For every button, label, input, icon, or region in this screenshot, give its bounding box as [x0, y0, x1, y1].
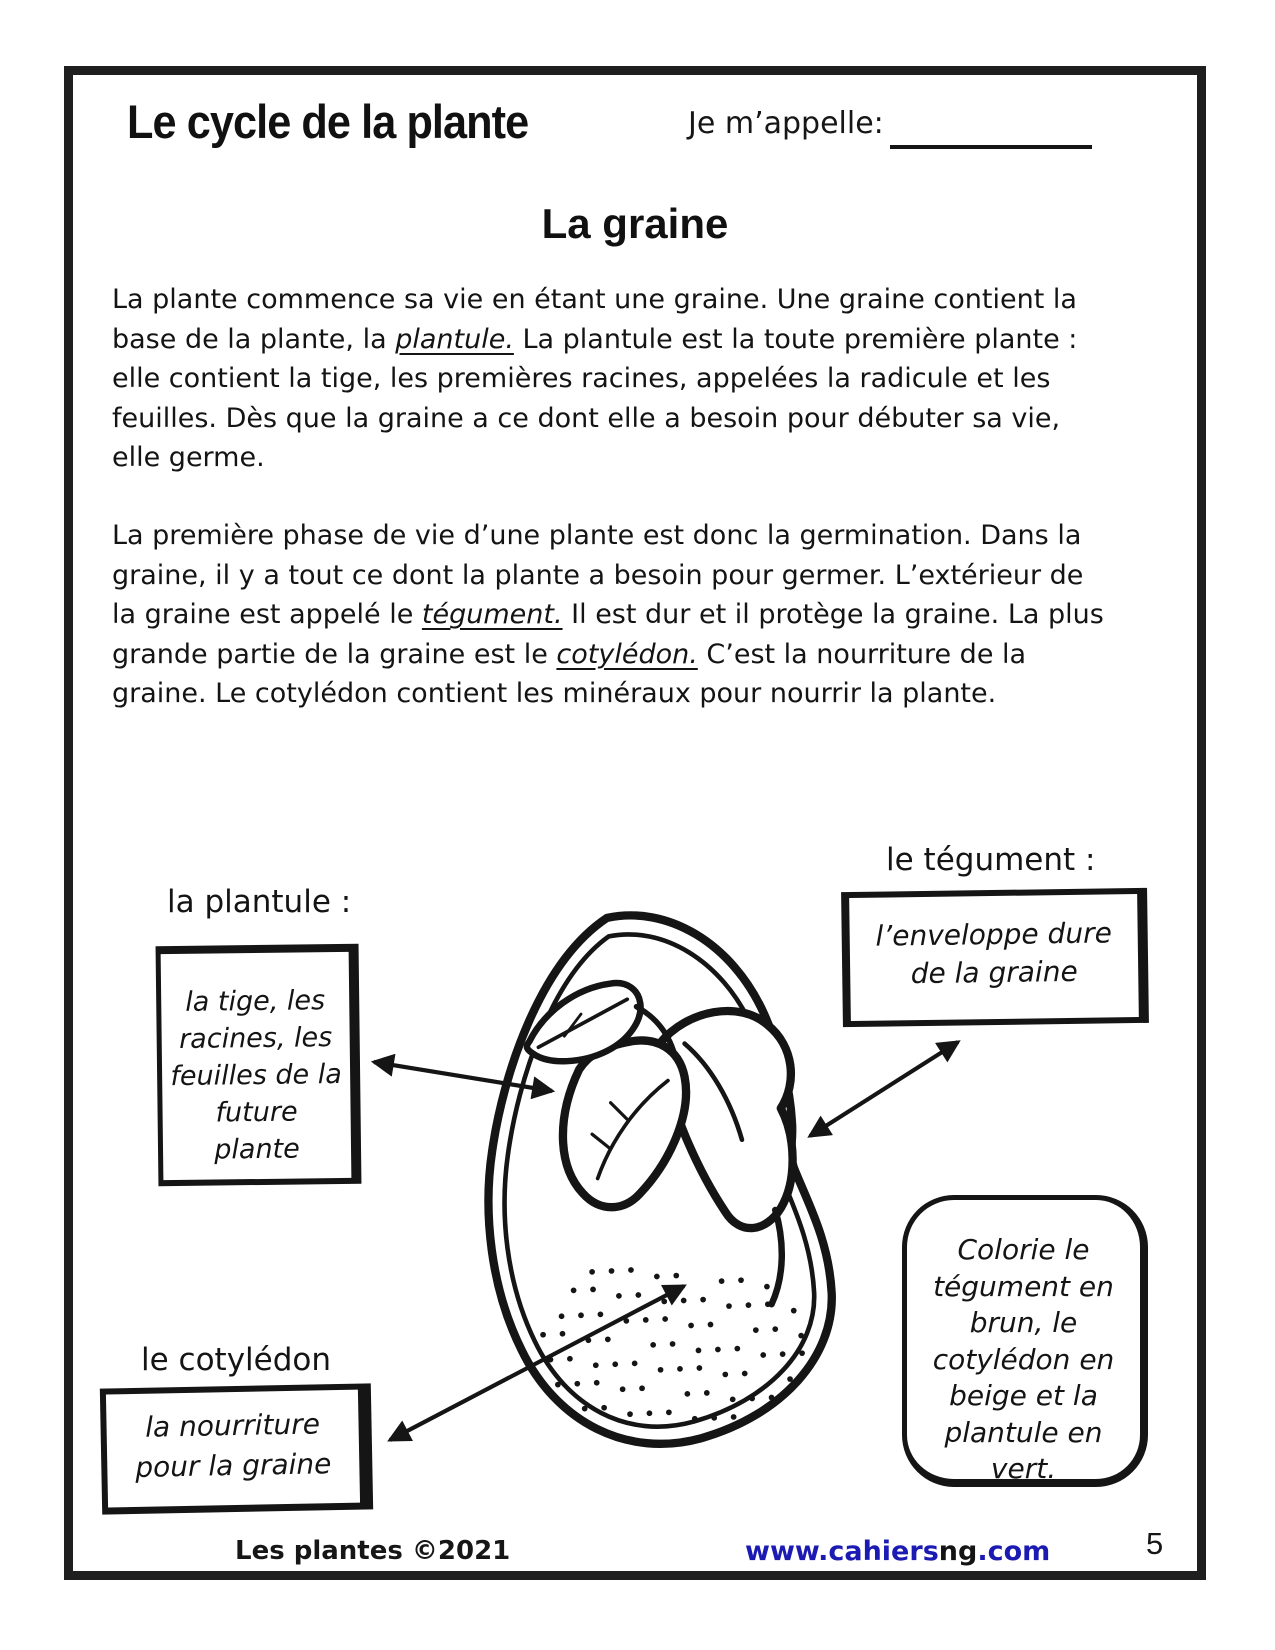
- footer-url-link[interactable]: www.cahiersng.com: [745, 1536, 1051, 1567]
- plantule-label: la plantule :: [167, 884, 352, 920]
- name-blank-line: [890, 145, 1092, 149]
- coloring-instruction-box: Colorie le tégument en brun, le cotylédon en beige et la plantule en vert.: [902, 1195, 1148, 1487]
- page-number: 5: [1146, 1526, 1164, 1561]
- plantule-callout-box: la tige, les racines, les feuilles de la future plante: [156, 944, 362, 1186]
- paragraph-germination: La première phase de vie d’une plante est donc la germination. Dans la graine, il y a tout ce dont la plante a besoin pour germer. L’extérieur de la graine est appelé le tégument. Il est dur et il protège la graine. La plus grande partie de la graine est le cotylédon. C’est la nourriture de la graine. Le cotylédon contient les minéraux pour nourrir la plante.: [112, 520, 1104, 709]
- seed-illustration: [470, 905, 840, 1465]
- tegument-callout-box: l’enveloppe dure de la graine: [841, 888, 1149, 1027]
- section-heading: La graine: [541, 200, 729, 247]
- page-title: Le cycle de la plante: [127, 95, 529, 148]
- name-label: Je m’appelle:: [688, 106, 884, 141]
- tegument-label: le tégument :: [886, 842, 1096, 878]
- cotyledon-callout-box: la nourriture pour la graine: [100, 1383, 373, 1514]
- paragraph-seed-intro: La plante commence sa vie en étant une graine. Une graine contient la base de la plante, la plantule. La plantule est la toute première plante : elle contient la tige, les premières racines, appelées la radicule et les feuilles. Dès que la graine a ce dont elle a besoin pour débuter sa vie, elle germe.: [112, 284, 1078, 473]
- footer-credit: Les plantes ©2021: [235, 1536, 511, 1566]
- cotyledon-label: le cotylédon: [141, 1342, 332, 1378]
